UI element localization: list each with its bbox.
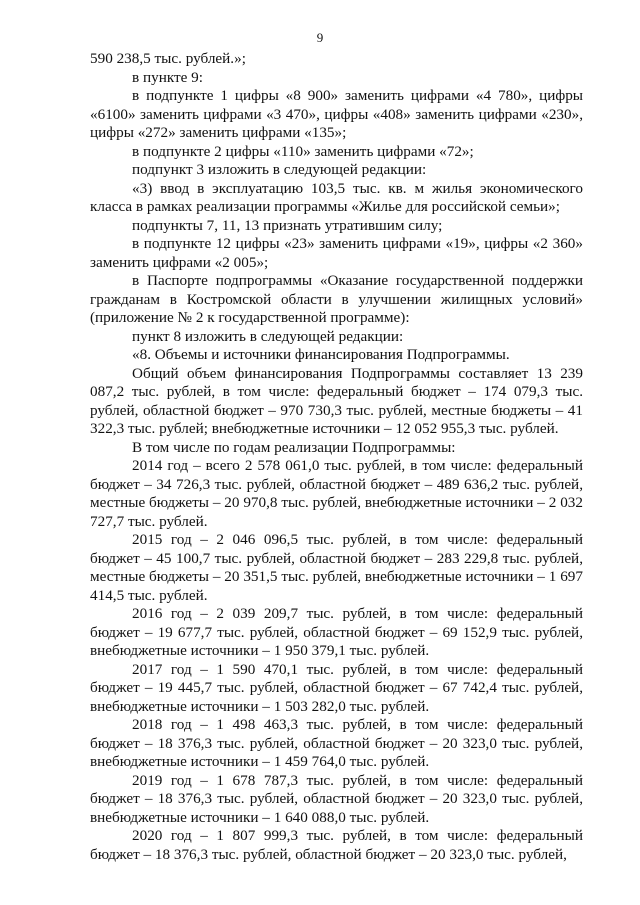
- paragraph: Общий объем финансирования Подпрограммы составляет 13 239 087,2 тыс. рублей, в том числе: федеральный бюджет – 174 079,3 тыс. рублей, областной бюджет – 970 730,3 тыс. рублей, местные бюджеты – 41 322,3 тыс. рублей; внебюджетные источники – 12 052 955,3 тыс. рублей.: [90, 364, 583, 437]
- paragraph: 2018 год – 1 498 463,3 тыс. рублей, в том числе: федеральный бюджет – 18 376,3 тыс. рублей, областной бюджет – 20 323,0 тыс. рублей, внебюджетные источники – 1 459 764,0 тыс. рублей.: [90, 716, 583, 770]
- paragraph: «8. Объемы и источники финансирования Подпрограммы.: [132, 346, 510, 363]
- paragraph: подпункты 7, 11, 13 признать утратившим силу;: [132, 216, 443, 234]
- paragraph: 2017 год – 1 590 470,1 тыс. рублей, в том числе: федеральный бюджет – 19 445,7 тыс. рублей, областной бюджет – 67 742,4 тыс. рублей, внебюджетные источники – 1 503 282,0 тыс. рублей.: [90, 660, 583, 715]
- paragraph: в подпункте 2 цифры «110» заменить цифрами «72»;: [132, 142, 474, 160]
- document-body: [90, 50, 583, 864]
- paragraph: 2014 год – всего 2 578 061,0 тыс. рублей, в том числе: федеральный бюджет – 34 726,3 тыс. рублей, областной бюджет – 489 636,2 тыс. рублей, местные бюджеты – 20 970,8 тыс. рублей, внебюджетные источники – 2 032 727,7 тыс. рублей.: [90, 457, 583, 530]
- paragraph: в пункте 9:: [132, 68, 203, 86]
- paragraph: «3) ввод в эксплуатацию 103,5 тыс. кв. м жилья экономического класса в рамках реализации программы «Жилье для российской семьи»;: [90, 179, 583, 215]
- paragraph: в Паспорте подпрограммы «Оказание государственной поддержки гражданам в Костромской области в улучшении жилищных условий» (приложение № 2 к государственной программе):: [90, 272, 583, 326]
- paragraph: В том числе по годам реализации Подпрограммы:: [132, 438, 456, 456]
- paragraph: подпункт 3 изложить в следующей редакции:: [132, 161, 427, 178]
- paragraph: 2019 год – 1 678 787,3 тыс. рублей, в том числе: федеральный бюджет – 18 376,3 тыс. рублей, областной бюджет – 20 323,0 тыс. рублей, внебюджетные источники – 1 640 088,0 тыс. рублей.: [90, 771, 583, 826]
- paragraph: 2020 год – 1 807 999,3 тыс. рублей, в том числе: федеральный бюджет – 18 376,3 тыс. рублей, областной бюджет – 20 323,0 тыс. рублей,: [90, 827, 583, 863]
- page-number: 9: [316, 30, 324, 45]
- paragraph: 590 238,5 тыс. рублей.»;: [90, 50, 246, 67]
- paragraph: 2015 год – 2 046 096,5 тыс. рублей, в том числе: федеральный бюджет – 45 100,7 тыс. рублей, областной бюджет – 283 229,8 тыс. рублей, местные бюджеты – 20 351,5 тыс. рублей, внебюджетные источники – 1 697 414,5 тыс. рублей.: [90, 531, 583, 604]
- paragraph: в подпункте 1 цифры «8 900» заменить цифрами «4 780», цифры «6100» заменить цифрами «3 470», цифры «408» заменить цифрами «230», цифры «272» заменить цифрами «135»;: [90, 87, 583, 141]
- paragraph: в подпункте 12 цифры «23» заменить цифрами «19», цифры «2 360» заменить цифрами «2 005»;: [90, 235, 583, 271]
- paragraph: 2016 год – 2 039 209,7 тыс. рублей, в том числе: федеральный бюджет – 19 677,7 тыс. рублей, областной бюджет – 69 152,9 тыс. рублей, внебюджетные источники – 1 950 379,1 тыс. рублей.: [90, 605, 583, 659]
- paragraph: пункт 8 изложить в следующей редакции:: [132, 327, 404, 345]
